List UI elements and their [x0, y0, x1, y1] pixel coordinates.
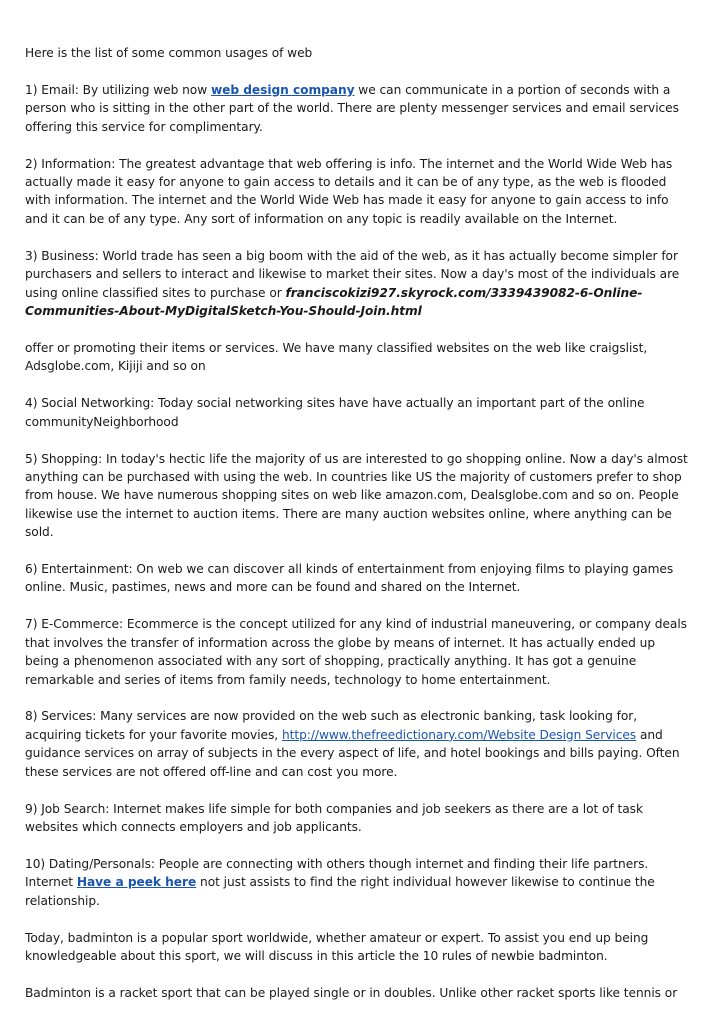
email-paragraph [25, 81, 692, 136]
entertainment-paragraph: 6) Entertainment: On web we can discover all kinds of entertainment from enjoying films to playing games online. Music, pastimes, news and more can be found and shared on the Internet. [25, 562, 674, 595]
web-design-company-link[interactable]: web design company [210, 82, 355, 97]
ecommerce-paragraph: 7) E-Commerce: Ecommerce is the concept utilized for any kind of industrial maneuvering, or company deals that involves the transfer of information across the globe by means of internet. It has actually ended up being a phenomenon associated with any sort of shopping, practically anything. It has got a genuine remarkable and series of items from family needs, technology to home entertainment. [25, 617, 687, 687]
business-continued-paragraph: offer or promoting their items or services. We have many classified websites on the web like craigslist, Adsglobe.com, Kijiji and so on [25, 340, 648, 374]
services-paragraph [25, 707, 692, 781]
services-text-before: 8) Services: Many services are now provided on the web such as electronic banking, task looking for, acquiring tickets for your favorite movies, [25, 709, 638, 742]
dating-text-before: 10) Dating/Personals: People are connecting with others though internet and finding their life partners. Internet [25, 856, 649, 890]
shopping-paragraph: 5) Shopping: In today's hectic life the majority of us are interested to go shopping online. Now a day's almost anything can be purchased with using the web. In countries like US the majority of customers prefer to shop from house. We have numerous shopping sites on web like amazon.com, Dealsglobe.com and so on. People likewise use the internet to auction items. There are many auction websites online, where anything can be sold. [25, 451, 688, 540]
email-text-after: we can communicate in a portion of seconds with a person who is sitting in the other part of the world. There are plenty messenger services and email services offering this service for complimentary. [25, 82, 679, 134]
services-text-after: and guidance services on array of subjects in the every aspect of life, and hotel bookings and bills paying. Often these services are not offered off-line and can cost you more. [25, 727, 680, 779]
dating-text-after: not just assists to find the right individual however likewise to continue the relationship. [25, 875, 655, 908]
badminton-intro-paragraph: Today, badminton is a popular sport worldwide, whether amateur or expert. To assist you end up being knowledgeable about this sport, we will discuss in this article the 10 rules of newbie badminton. [25, 930, 649, 964]
email-text-before: 1) Email: By utilizing web now [25, 82, 211, 97]
job-search-paragraph: 9) Job Search: Internet makes life simple for both companies and job seekers as there are a lot of task websites which connects employers and job applicants. [25, 801, 643, 834]
freedictionary-link[interactable]: http://www.thefreedictionary.com/Website Design Services [281, 727, 637, 742]
business-paragraph [25, 247, 692, 321]
information-paragraph: 2) Information: The greatest advantage that web offering is info. The internet and the World Wide Web has actually made it easy for anyone to gain access to details and it can be of any type, as the web is flooded with information. The internet and the World Wide Web has made it easy for anyone to gain access to info and it can be of any type. Any sort of information on any topic is readily available on the Internet. [25, 156, 673, 226]
badminton-continued-paragraph: Badminton is a racket sport that can be played single or in doubles. Unlike other racket sports like tennis or [25, 985, 678, 1000]
have-a-peek-link[interactable]: Have a peek here [76, 875, 197, 890]
intro-paragraph: Here is the list of some common usages of web [25, 46, 313, 60]
business-text-before: 3) Business: World trade has seen a big boom with the aid of the web, as it has actually become simpler for purchasers and sellers to interact and likewise to market their sites. Now a day's most of the individuals are using online classified sites to purchase or [25, 248, 680, 300]
skyrock-url-text: franciscokizi927.skyrock.com/3339439082-6-Online-Communities-About-MyDigitalSketch-You-Should-Join.html [25, 285, 643, 318]
dating-paragraph [25, 855, 692, 910]
social-networking-paragraph: 4) Social Networking: Today social networking sites have have actually an important part of the online communityNeighborhood [25, 396, 645, 429]
